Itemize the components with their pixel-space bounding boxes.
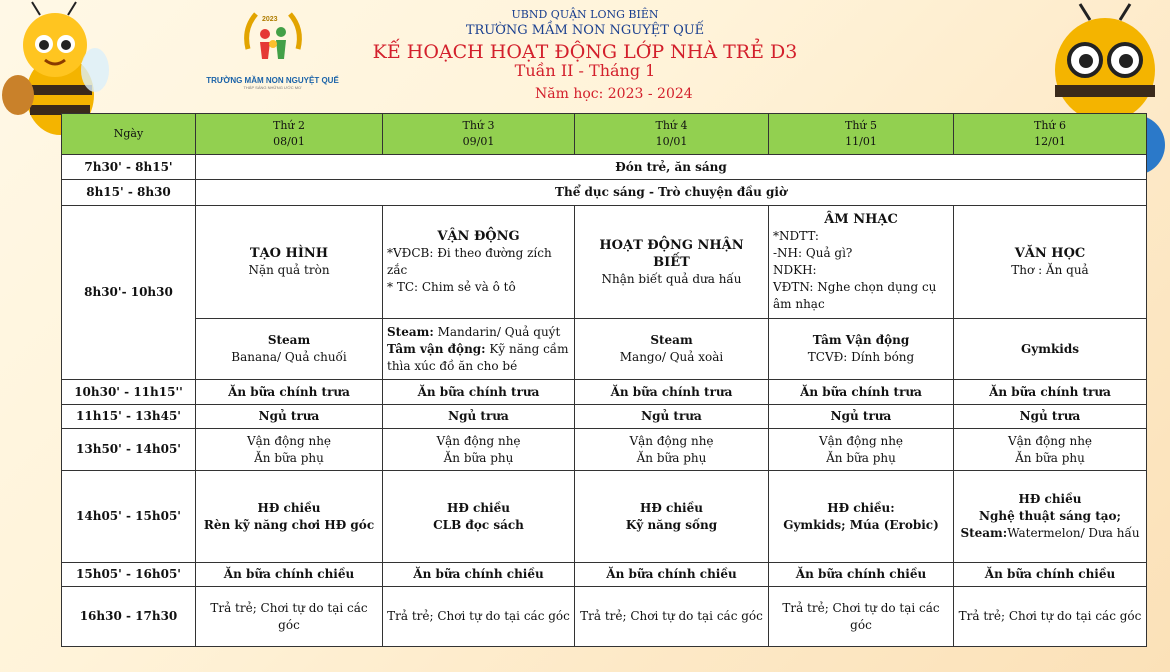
activity-cell: Trả trẻ; Chơi tự do tại các góc [575, 587, 769, 647]
activity-cell: Ăn bữa chính trưa [769, 380, 954, 405]
time-cell: 14h05' - 15h05' [62, 471, 196, 563]
document-header [0, 8, 1170, 79]
time-cell: 10h30' - 11h15'' [62, 380, 196, 405]
time-cell: 7h30' - 8h15' [62, 155, 196, 180]
time-cell: 8h15' - 8h30 [62, 180, 196, 206]
time-cell: 13h50' - 14h05' [62, 429, 196, 471]
time-cell: 15h05' - 16h05' [62, 563, 196, 587]
activity-cell: Ăn bữa chính trưa [196, 380, 383, 405]
table-row [62, 471, 1147, 563]
activity-cell: HĐ chiều: Gymkids; Múa (Erobic) [769, 471, 954, 563]
activity-cell: Vận động nhẹ Ăn bữa phụ [954, 429, 1147, 471]
time-cell: 8h30'- 10h30 [62, 206, 196, 380]
table-row [62, 155, 1147, 180]
logo-year: 2023 [262, 16, 278, 23]
activity-cell: Trả trẻ; Chơi tự do tại các góc [383, 587, 575, 647]
activity-cell: Thể dục sáng - Trò chuyện đầu giờ [196, 180, 1147, 206]
district-name: UBND QUẬN LONG BIÊN [511, 8, 659, 21]
activity-cell: Steam Banana/ Quả chuối [196, 319, 383, 380]
activity-cell: TẠO HÌNH Nặn quả tròn [196, 206, 383, 319]
day-header-tue: Thứ 3 09/01 [383, 114, 575, 155]
table-row [62, 429, 1147, 471]
day-header-thu: Thứ 5 11/01 [769, 114, 954, 155]
activity-cell: Ngủ trưa [196, 405, 383, 429]
activity-cell: Trả trẻ; Chơi tự do tại các góc [769, 587, 954, 647]
activity-cell: Trả trẻ; Chơi tự do tại các góc [954, 587, 1147, 647]
table-header-row [62, 114, 1147, 155]
activity-cell: HĐ chiều Nghệ thuật sáng tạo; Steam:Watermelon/ Dưa hấu [954, 471, 1147, 563]
activity-cell: Ngủ trưa [575, 405, 769, 429]
table-row [62, 587, 1147, 647]
activity-cell: Steam: Mandarin/ Quả quýt Tâm vận động: Kỹ năng cầm thìa xúc đồ ăn cho bé [383, 319, 575, 380]
table-row [62, 405, 1147, 429]
activity-cell: Ăn bữa chính chiều [383, 563, 575, 587]
logo-school-name: TRƯỜNG MẦM NON NGUYỆT QUẾ [206, 76, 339, 85]
activity-cell: Vận động nhẹ Ăn bữa phụ [196, 429, 383, 471]
activity-cell: HOẠT ĐỘNG NHẬN BIẾT Nhận biết quả dưa hấu [575, 206, 769, 319]
activity-cell: Ngủ trưa [954, 405, 1147, 429]
logo-slogan: THẮP SÁNG NHỮNG ƯỚC MƠ [243, 85, 302, 90]
activity-cell: Ăn bữa chính trưa [383, 380, 575, 405]
activity-cell: Steam Mango/ Quả xoài [575, 319, 769, 380]
activity-cell: Gymkids [954, 319, 1147, 380]
activity-cell: Ăn bữa chính trưa [575, 380, 769, 405]
activity-cell: Vận động nhẹ Ăn bữa phụ [383, 429, 575, 471]
week-label: Tuần II - Tháng 1 [514, 61, 656, 80]
activity-cell: Ăn bữa chính chiều [575, 563, 769, 587]
activity-cell: Vận động nhẹ Ăn bữa phụ [575, 429, 769, 471]
activity-cell: Ăn bữa chính chiều [196, 563, 383, 587]
table-row [62, 319, 1147, 380]
table-row [62, 180, 1147, 206]
time-cell: 11h15' - 13h45' [62, 405, 196, 429]
time-cell: 16h30 - 17h30 [62, 587, 196, 647]
day-header-mon: Thứ 2 08/01 [196, 114, 383, 155]
table-row [62, 380, 1147, 405]
day-header-wed: Thứ 4 10/01 [575, 114, 769, 155]
activity-cell: HĐ chiều CLB đọc sách [383, 471, 575, 563]
schedule-table [61, 113, 1147, 647]
activity-cell: Trả trẻ; Chơi tự do tại các góc [196, 587, 383, 647]
activity-cell: Đón trẻ, ăn sáng [196, 155, 1147, 180]
activity-cell: HĐ chiều Rèn kỹ năng chơi HĐ góc [196, 471, 383, 563]
activity-cell: VĂN HỌC Thơ : Ăn quả [954, 206, 1147, 319]
time-column-header: Ngày [62, 114, 196, 155]
activity-cell: Tâm Vận động TCVĐ: Dính bóng [769, 319, 954, 380]
activity-cell: Ăn bữa chính chiều [954, 563, 1147, 587]
day-header-fri: Thứ 6 12/01 [954, 114, 1147, 155]
activity-cell: Vận động nhẹ Ăn bữa phụ [769, 429, 954, 471]
activity-cell: Ngủ trưa [769, 405, 954, 429]
activity-cell: Ăn bữa chính trưa [954, 380, 1147, 405]
school-name: TRƯỜNG MẦM NON NGUYỆT QUẾ [465, 23, 705, 38]
activity-cell: HĐ chiều Kỹ năng sống [575, 471, 769, 563]
page-title: KẾ HOẠCH HOẠT ĐỘNG LỚP NHÀ TRẺ D3 [372, 41, 798, 63]
activity-cell: Ngủ trưa [383, 405, 575, 429]
table-row [62, 206, 1147, 319]
activity-cell: Ăn bữa chính chiều [769, 563, 954, 587]
school-year: Năm học: 2023 - 2024 [535, 86, 693, 102]
activity-cell: ÂM NHẠC *NDTT: -NH: Quả gì? NDKH: VĐTN: Nghe chọn dụng cụ âm nhạc [769, 206, 954, 319]
table-row [62, 563, 1147, 587]
activity-cell: VẬN ĐỘNG *VĐCB: Đi theo đường zích zắc * TC: Chim sẻ và ô tô [383, 206, 575, 319]
